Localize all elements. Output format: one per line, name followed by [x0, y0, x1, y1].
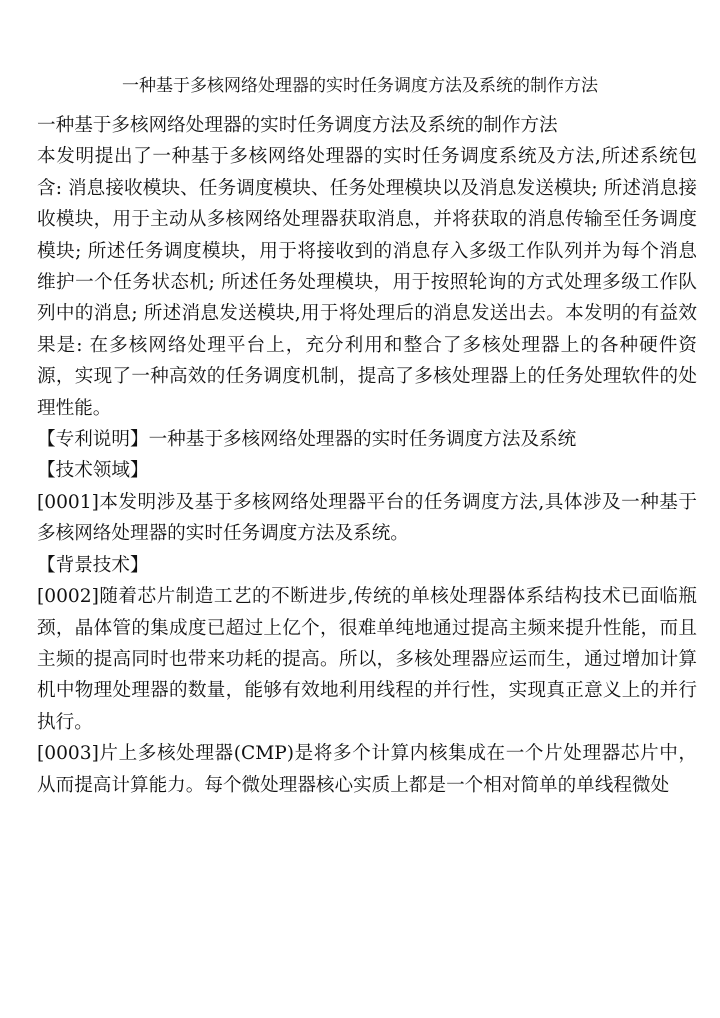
section-heading-background: 【背景技术】 [37, 554, 149, 576]
paragraph-0001: [0001]本发明涉及基于多核网络处理器平台的任务调度方法,具体涉及一种基于多核网络处理器的实时任务调度方法及系统。 [37, 491, 697, 545]
abstract-paragraph: 本发明提出了一种基于多核网络处理器的实时任务调度系统及方法,所述系统包含: 消息接收模块、任务调度模块、任务处理模块以及消息发送模块; 所述消息接收模块，用于主动从多核网络处理器获取消息，并将获取的消息传输至任务调度模块; 所述任务调度模块，用于将接收到的消息存入多级工作队列并为每个消息维护一个任务状态机; 所述任务处理模块，用于按照轮询的方式处理多级工作队列中的消息; 所述消息发送模块,用于将处理后的消息发送出去。本发明的有益效果是: 在多核网络处理平台上，充分利用和整合了多核处理器上的各种硬件资源，实现了一种高效的任务调度机制，提高了多核处理器上的任务处理软件的处理性能。 [37, 146, 697, 419]
document-body [37, 110, 697, 801]
document-heading-left: 一种基于多核网络处理器的实时任务调度方法及系统的制作方法 [37, 115, 558, 136]
paragraph-0003: [0003]片上多核处理器(CMP)是将多个计算内核集成在一个片处理器芯片中，从而提高计算能力。每个微处理器核心实质上都是一个相对简单的单线程微处 [37, 743, 697, 796]
paragraph-0002: [0002]随着芯片制造工艺的不断进步,传统的单核处理器体系结构技术已面临瓶颈，晶体管的集成度已超过上亿个，很难单纯地通过提高主频来提升性能，而且主频的提高同时也带来功耗的提高。所以，多核处理器应运而生，通过增加计算机中物理处理器的数量，能够有效地利用线程的并行性，实现真正意义上的并行执行。 [37, 586, 697, 733]
patent-title: 【专利说明】一种基于多核网络处理器的实时任务调度方法及系统 [37, 429, 577, 451]
section-heading-tech-field: 【技术领域】 [37, 460, 149, 482]
document-heading-centered: 一种基于多核网络处理器的实时任务调度方法及系统的制作方法 [122, 76, 598, 96]
